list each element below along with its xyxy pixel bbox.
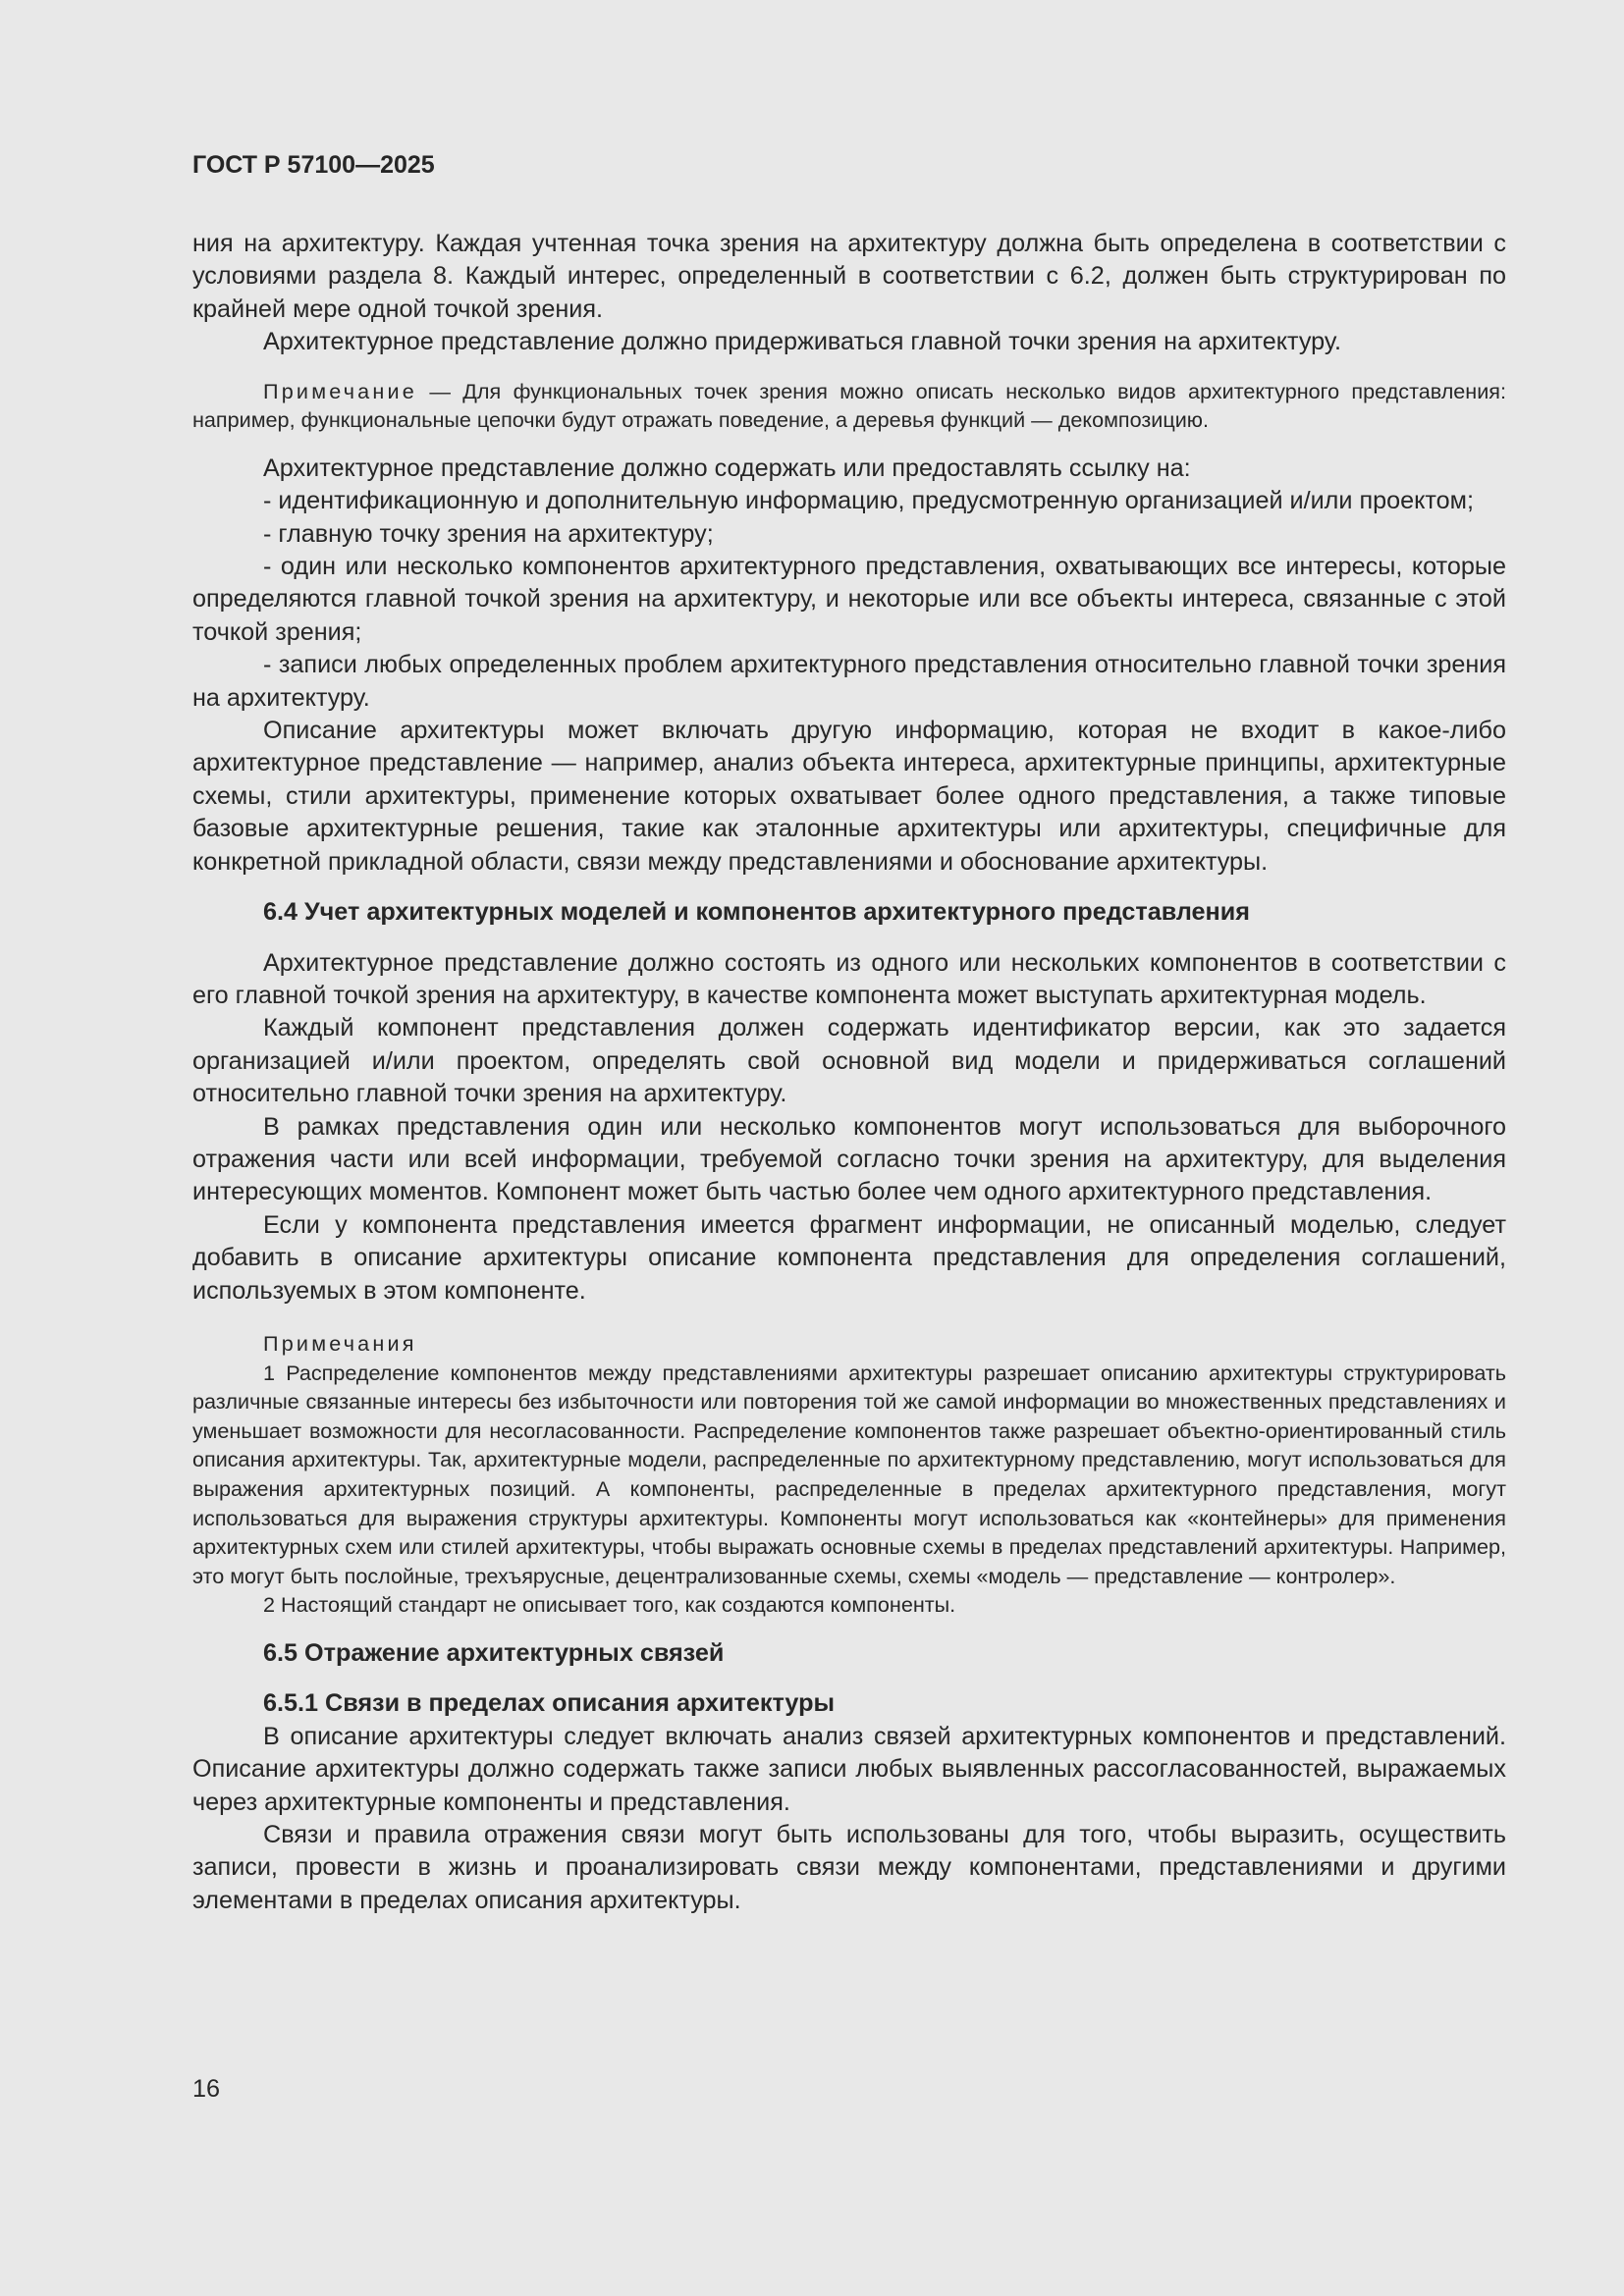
list-item: - идентификационную и дополнительную информацию, предусмотренную организацией и/или проектом; bbox=[263, 487, 1474, 515]
paragraph: Архитектурное представление должно содержать или предоставлять ссылку на: bbox=[263, 454, 1191, 482]
paragraph: Архитектурное представление должно придерживаться главной точки зрения на архитектуру. bbox=[263, 328, 1341, 356]
paragraph: Архитектурное представление должно состоять из одного или нескольких компонентов в соответствии с его главной точкой зрения на архитектуру, в качестве компонента может выступать архитектурная модель. bbox=[192, 948, 1506, 1009]
notes-label: Примечания bbox=[263, 1330, 417, 1356]
list-item: - главную точку зрения на архитектуру; bbox=[263, 519, 714, 548]
paragraph: Описание архитектуры может включать другую информацию, которая не входит в какое-либо архитектурное представление — например, анализ объекта интереса, архитектурные принципы, архитектурные схемы, стили архитектуры, применение которых охватывает более одного представления, а также типовые базовые архитектурные решения, такие как эталонные архитектуры или архитектуры, специфичные для конкретной прикладной области, связи между представлениями и обоснование архитектуры. bbox=[192, 717, 1506, 876]
paragraph: Связи и правила отражения связи могут быть использованы для того, чтобы выразить, осуществить записи, провести в жизнь и проанализировать связи между компонентами, представлениями и другими элементами в пределах описания архитектуры. bbox=[192, 1820, 1506, 1914]
subsection-heading: 6.5.1 Связи в пределах описания архитектуры bbox=[263, 1689, 835, 1718]
note-item: 2 Настоящий стандарт не описывает того, как создаются компоненты. bbox=[263, 1592, 956, 1618]
paragraph: Каждый компонент представления должен содержать идентификатор версии, как это задается организацией и/или проектом, определять свой основной вид модели и придерживаться соглашений относительно главной точки зрения на архитектуру. bbox=[192, 1014, 1506, 1108]
paragraph: В описание архитектуры следует включать анализ связей архитектурных компонентов и представлений. Описание архитектуры должно содержать также записи любых выявленных рассогласованностей, выражаемых через архитектурные компоненты и представления. bbox=[192, 1722, 1506, 1816]
paragraph: В рамках представления один или несколько компонентов могут использоваться для выборочного отражения части или всей информации, требуемой согласно точки зрения на архитектуру, для выделения интересующих моментов. Компонент может быть частью более чем одного архитектурного представления. bbox=[192, 1112, 1506, 1206]
list-item: - записи любых определенных проблем архитектурного представления относительно главной точки зрения на архитектуру. bbox=[192, 651, 1506, 712]
page-number: 16 bbox=[192, 2075, 221, 2103]
document-page bbox=[192, 147, 1506, 1917]
section-heading: 6.4 Учет архитектурных моделей и компонентов архитектурного представления bbox=[263, 898, 1250, 927]
section-heading: 6.5 Отражение архитектурных связей bbox=[263, 1638, 725, 1667]
note bbox=[192, 377, 1506, 435]
note-item: 1 Распределение компонентов между представлениями архитектуры разрешает описанию архитектуры структурировать различные связанные интересы без избыточности или повторения той же самой информации во множественных представлениях и уменьшает возможности для несогласованности. Распределение компонентов также разрешает объектно-ориентированный стиль описания архитектуры. Так, архитектурные модели, распределенные по архитектурному представлению, могут использоваться для выражения архитектурных позиций. А компоненты, распределенные в пределах архитектурного представления, могут использоваться для выражения структуры архитектуры. Компоненты могут использоваться как «контейнеры» для применения архитектурных схем или стилей архитектуры, чтобы выражать основные схемы в пределах представлений архитектуры. Например, это могут быть послойные, трехъярусные, децентрализованные схемы, схемы «модель — представление — контролер». bbox=[192, 1360, 1506, 1588]
paragraph: Если у компонента представления имеется фрагмент информации, не описанный моделью, следует добавить в описание архитектуры описание компонента представления для определения соглашений, используемых в этом компоненте. bbox=[192, 1210, 1506, 1305]
document-header: ГОСТ Р 57100—2025 bbox=[192, 151, 435, 179]
note-label: Примечание bbox=[263, 378, 417, 403]
list-item: - один или несколько компонентов архитектурного представления, охватывающих все интересы, которые определяются главной точкой зрения на архитектуру, и некоторые или все объекты интереса, связанные с этой точкой зрения; bbox=[192, 553, 1506, 646]
note-text: — Для функциональных точек зрения можно описать несколько видов архитектурного представления: например, функциональные цепочки будут отражать поведение, а деревья функций — декомпозицию. bbox=[192, 378, 1506, 433]
paragraph-continuation: ния на архитектуру. Каждая учтенная точка зрения на архитектуру должна быть определена в соответствии с условиями раздела 8. Каждый интерес, определенный в соответствии с 6.2, должен быть структурирован по крайней мере одной точкой зрения. bbox=[192, 230, 1506, 323]
